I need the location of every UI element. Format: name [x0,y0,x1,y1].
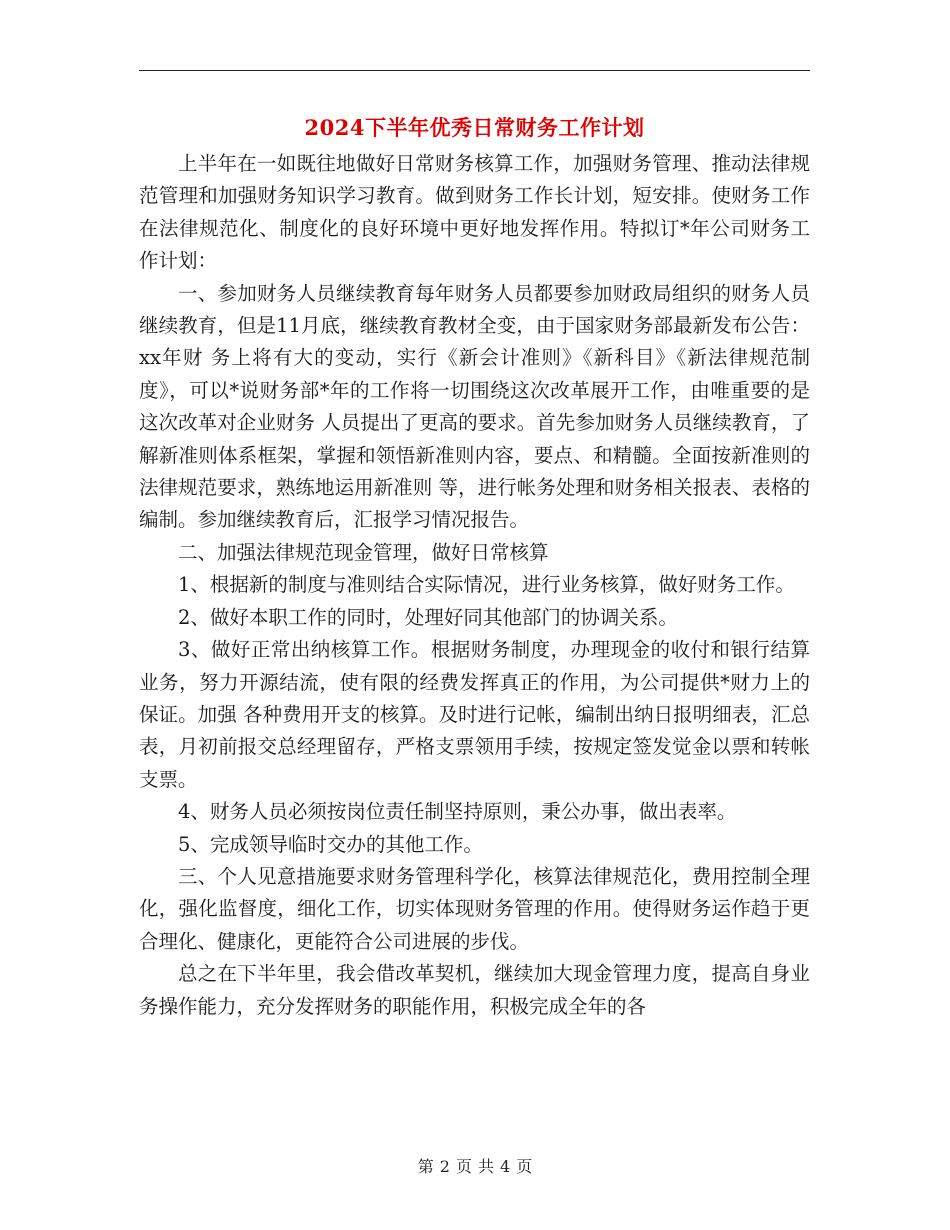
paragraph-section-3: 三、个人见意措施要求财务管理科学化，核算法律规范化，费用控制全理化，强化监督度，细化工作，切实体现财务管理的作用。使得财务运作趋于更合理化、健康化，更能符合公司进展的步伐。 [139,864,810,953]
paragraph-item-4: 4、财务人员必须按岗位责任制坚持原则，秉公办事，做出表率。 [178,800,737,824]
header-rule [139,70,810,71]
paragraph-item-3: 3、做好正常出纳核算工作。根据财务制度，办理现金的收付和银行结算业务，努力开源结流，使有限的经费发挥真正的作用，为公司提供*财力上的保证。加强 各种费用开支的核算。及时进行记帐，编制出纳日报明细表，汇总表，月初前报交总经理留存，严格支票领用手续，按规定签发觉金以票和转帐支票。 [139,638,810,791]
paragraph-item-2: 2、做好本职工作的同时，处理好同其他部门的协调关系。 [178,605,678,629]
footer-page-number: 2 [439,1157,450,1176]
paragraph-item-5: 5、完成领导临时交办的其他工作。 [178,832,483,856]
paragraph-item-1: 1、根据新的制度与准则结合实际情况，进行业务核算，做好财务工作。 [178,573,795,597]
page-footer [0,1154,950,1177]
paragraph-section-1: 一、参加财务人员继续教育每年财务人员都要参加财政局组织的财务人员继续教育，但是11月底，继续教育教材全变，由于国家财务部最新发布公告：xx年财 务上将有大的变动，实行《新会计准则》《新科目》《新法律规范制度》，可以*说财务部*年的工作将一切围绕这次改革展开工作，由唯重要的是这次改革对企业财务 人员提出了更高的要求。首先参加财务人员继续教育，了解新准则体系框架，掌握和领悟新准则内容，要点、和精髓。全面按新准则的法律规范要求，熟练地运用新准则 等，进行帐务处理和财务相关报表、表格的编制。参加继续教育后，汇报学习情况报告。 [139,281,810,532]
paragraph-intro: 上半年在一如既往地做好日常财务核算工作，加强财务管理、推动法律规范管理和加强财务知识学习教育。做到财务工作长计划，短安排。使财务工作在法律规范化、制度化的良好环境中更好地发挥作用。特拟订*年公司财务工作计划： [139,152,810,273]
paragraph-section-2-heading: 二、加强法律规范现金管理，做好日常核算 [178,540,549,564]
document-body [139,148,810,1023]
paragraph-conclusion: 总之在下半年里，我会借改革契机，继续加大现金管理力度，提高自身业务操作能力，充分发挥财务的职能作用，积极完成全年的各 [139,962,810,1018]
footer-ye-2: 页 [516,1157,533,1176]
footer-gong: 共 [478,1157,495,1176]
footer-total-pages: 4 [500,1157,511,1176]
footer-di: 第 [417,1157,434,1176]
footer-ye: 页 [455,1157,472,1176]
document-title: 2024下半年优秀日常财务工作计划 [304,115,645,140]
